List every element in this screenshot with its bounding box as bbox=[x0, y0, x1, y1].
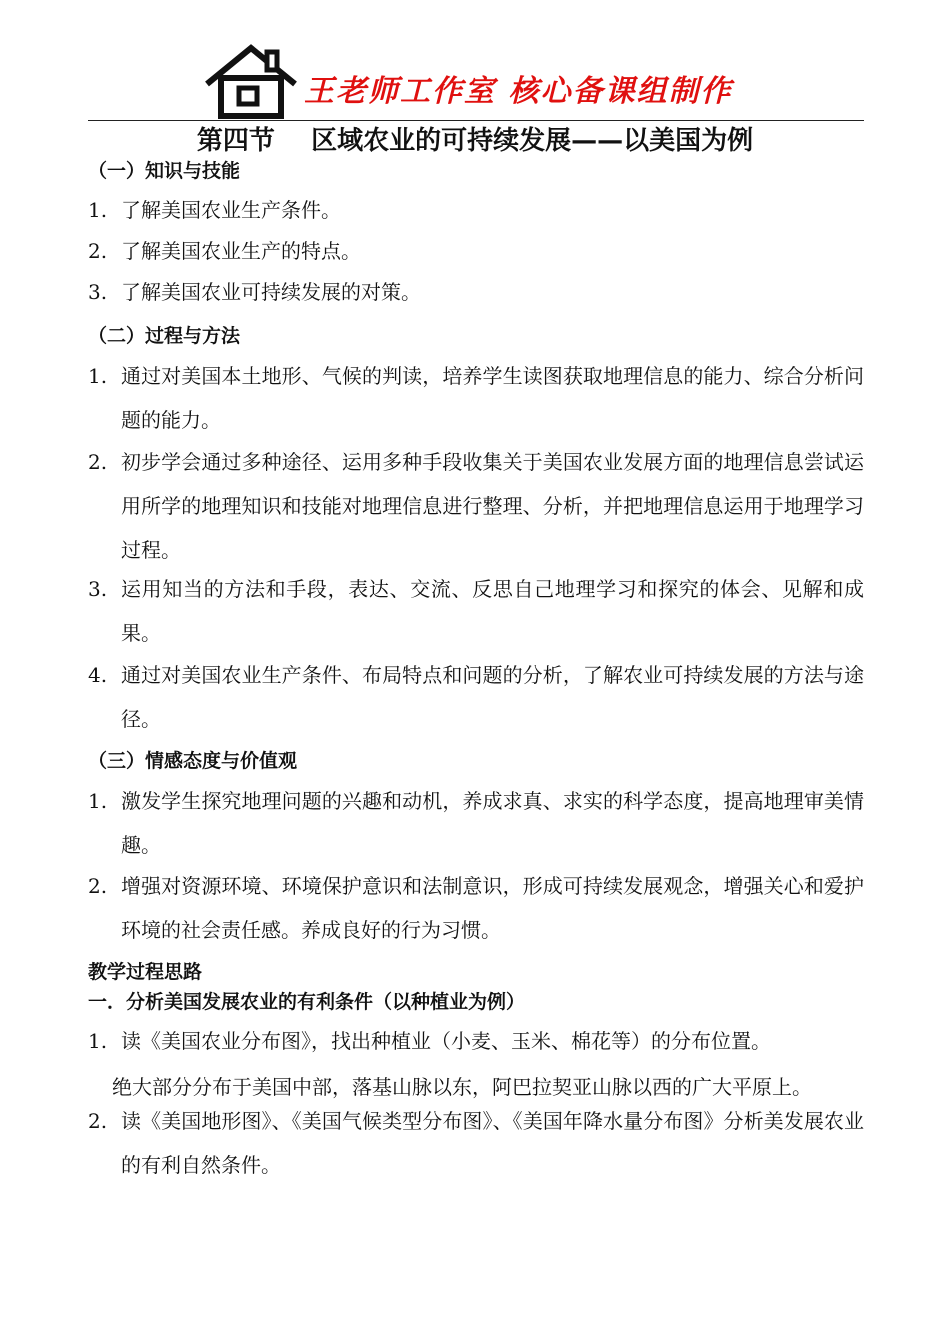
list-item bbox=[88, 567, 864, 655]
studio-logo-text: 王老师工作室 核心备课组制作 bbox=[304, 74, 733, 109]
list-number: 4. bbox=[88, 663, 108, 687]
list-number: 1. bbox=[88, 789, 108, 813]
list-text: 了解美国农业生产条件。 bbox=[121, 198, 341, 222]
list-text: 增强对资源环境、环境保护意识和法制意识，形成可持续发展观念，增强关心和爱护环境的社会责任感。养成良好的行为习惯。 bbox=[121, 874, 864, 942]
list-text: 读《美国农业分布图》，找出种植业（小麦、玉米、棉花等）的分布位置。 bbox=[121, 1029, 771, 1053]
list-number: 3. bbox=[88, 280, 108, 304]
list-number: 3. bbox=[88, 577, 108, 601]
list-item bbox=[88, 270, 864, 314]
answer-text: 绝大部分分布于美国中部，落基山脉以东，阿巴拉契亚山脉以西的广大平原上。 bbox=[112, 1075, 812, 1099]
list-number: 1. bbox=[88, 364, 108, 388]
page-header bbox=[0, 0, 950, 125]
list-number: 1. bbox=[88, 1029, 108, 1053]
list-item bbox=[88, 188, 864, 232]
list-text: 读《美国地形图》、《美国气候类型分布图》、《美国年降水量分布图》分析美发展农业的有利自然条件。 bbox=[121, 1109, 864, 1177]
list-item bbox=[88, 229, 864, 273]
list-item bbox=[88, 864, 864, 952]
list-number: 1. bbox=[88, 198, 108, 222]
list-number: 2. bbox=[88, 450, 108, 474]
list-number: 2. bbox=[88, 874, 108, 898]
list-number: 2. bbox=[88, 239, 108, 263]
list-text: 激发学生探究地理问题的兴趣和动机，养成求真、求实的科学态度，提高地理审美情趣。 bbox=[121, 789, 864, 857]
list-text: 了解美国农业生产的特点。 bbox=[121, 239, 361, 263]
section-heading-teaching: 教学过程思路 bbox=[88, 961, 203, 983]
list-item bbox=[88, 1099, 864, 1187]
house-logo-icon bbox=[203, 44, 299, 120]
list-text: 运用知当的方法和手段，表达、交流、反思自己地理学习和探究的体会、见解和成果。 bbox=[121, 577, 864, 645]
list-item bbox=[88, 440, 864, 572]
list-number: 2. bbox=[88, 1109, 108, 1133]
list-text: 通过对美国农业生产条件、布局特点和问题的分析，了解农业可持续发展的方法与途径。 bbox=[121, 663, 864, 731]
list-text: 初步学会通过多种途径、运用多种手段收集关于美国农业发展方面的地理信息尝试运用所学的地理知识和技能对地理信息进行整理、分析，并把地理信息运用于地理学习过程。 bbox=[121, 450, 864, 562]
list-item bbox=[88, 1019, 864, 1063]
list-item bbox=[88, 779, 864, 867]
list-text: 了解美国农业可持续发展的对策。 bbox=[121, 280, 421, 304]
subsection-heading: 一．分析美国发展农业的有利条件（以种植业为例） bbox=[88, 991, 526, 1013]
section-heading-values: （三）情感态度与价值观 bbox=[88, 750, 298, 772]
section-heading-knowledge: （一）知识与技能 bbox=[88, 160, 241, 182]
list-text: 通过对美国本土地形、气候的判读，培养学生读图获取地理信息的能力、综合分析问题的能力。 bbox=[121, 364, 864, 432]
page-title: 第四节 区域农业的可持续发展——以美国为例 bbox=[196, 126, 754, 156]
list-item bbox=[88, 653, 864, 741]
section-heading-process: （二）过程与方法 bbox=[88, 325, 241, 347]
list-item bbox=[88, 354, 864, 442]
